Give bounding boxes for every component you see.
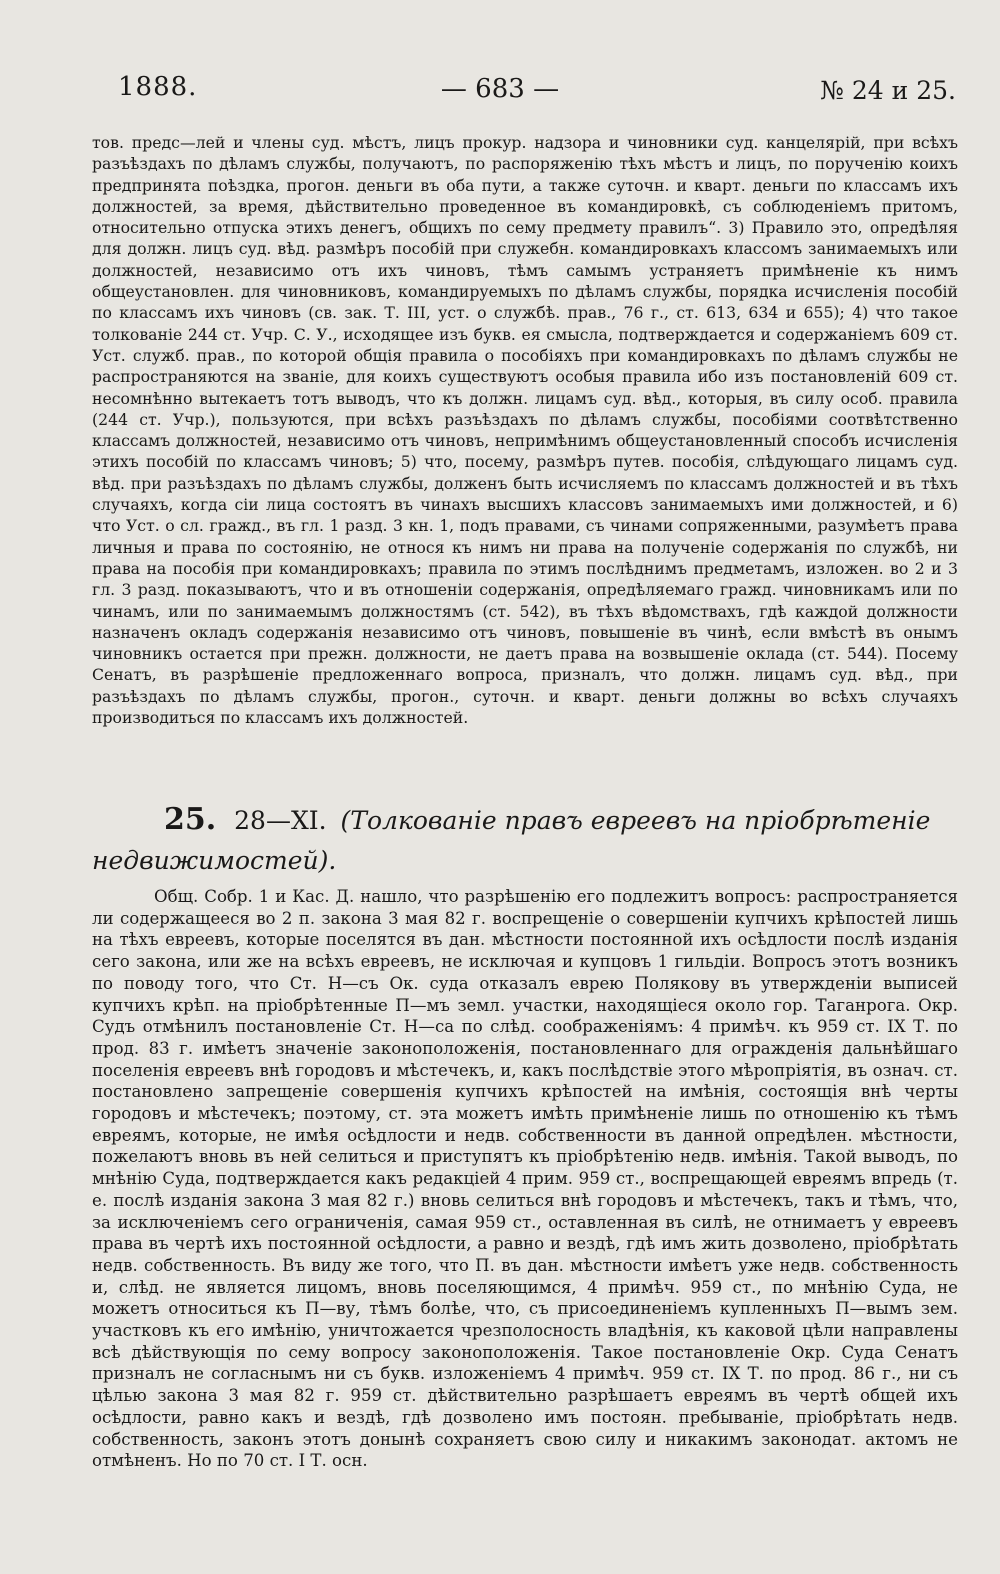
- section-number: 25.: [164, 802, 217, 837]
- page-number: — 683 —: [440, 74, 560, 104]
- body-paragraph-2: Общ. Собр. 1 и Кас. Д. нашло, что разрѣшенію его подлежитъ вопросъ: распространяется ли содержащееся во 2 п. закона 3 мая 82 г. воспрещеніе о совершеніи купчихъ крѣпостей лишь на тѣхъ евреевъ, которые поселятся въ дан. мѣстности постоянной ихъ осѣдлости послѣ изданія сего закона, или же на всѣхъ евреевъ, не исключая и купцовъ 1 гильдіи. Вопросъ этотъ возникъ по поводу того, что Ст. Н—съ Ок. суда отказалъ еврею Полякову въ утвержденіи выписей купчихъ крѣп. на пріобрѣтенные П—мъ земл. участки, находящіеся около гор. Таганрога. Окр. Судъ отмѣнилъ постановленіе Ст. Н—са по слѣд. соображеніямъ: 4 примѣч. къ 959 ст. IX Т. по прод. 83 г. имѣетъ значеніе законоположенія, постановленнаго для огражденія дальнѣйшаго поселенія евреевъ внѣ городовъ и мѣстечекъ, и, какъ послѣдствіе этого мѣропріятія, въ означ. ст. постановлено запрещеніе совершенія купчихъ крѣпостей на имѣнія, состоящія внѣ черты городовъ и мѣстечекъ; поэтому, ст. эта можетъ имѣть примѣненіе лишь по отношенію къ тѣмъ евреямъ, которые, не имѣя осѣдлости и недв. собственности въ данной опредѣлен. мѣстности, пожелаютъ вновь въ ней селиться и приступятъ къ пріобрѣтенію недв. имѣнія. Такой выводъ, по мнѣнію Суда, подтверждается какъ редакціей 4 прим. 959 ст., воспрещающей евреямъ впредь (т. е. послѣ изданія закона 3 мая 82 г.) вновь селиться внѣ городовъ и мѣстечекъ, такъ и тѣмъ, что, за исключеніемъ сего ограниченія, самая 959 ст., оставленная въ силѣ, не отнимаетъ у евреевъ права въ чертѣ ихъ постоянной осѣдлости, а равно и вездѣ, гдѣ имъ жить дозволено, пріобрѣтать недв. собственность. Въ виду же того, что П. въ дан. мѣстности имѣетъ уже недв. собственность и, слѣд. не является лицомъ, вновь поселяющимся, 4 примѣч. 959 ст., по мнѣнію Суда, не можетъ относиться къ П—ву, тѣмъ болѣе, что, съ присоединеніемъ купленныхъ П—вымъ зем. участковъ къ его имѣнію, уничтожается чрезполосность владѣнія, къ каковой цѣли направлены всѣ дѣйствующія по сему вопросу законоположенія. Такое постановленіе Окр. Суда Сенатъ призналъ не согласнымъ ни съ букв. изложеніемъ 4 примѣч. 959 ст. IX Т. по прод. 86 г., ни съ цѣлью закона 3 мая 82 г. 959 ст. дѣйствительно разрѣшаетъ евреямъ въ чертѣ общей ихъ осѣдлости, равно какъ и вездѣ, гдѣ дозволено имъ постоян. пребываніе, пріобрѣтать недв. собственность, законъ этотъ донынѣ сохраняетъ свою силу и никакимъ законодат. актомъ не отмѣненъ. Но по 70 ст. I Т. осн.: [92, 887, 958, 1471]
- section-heading: [92, 800, 958, 881]
- section-title: (Толкованіе правъ евреевъ на пріобрѣтеніе недвижимостей).: [92, 806, 931, 875]
- issue-number: № 24 и 25.: [820, 76, 956, 105]
- page-header: [0, 72, 1000, 122]
- body-paragraph-1: тов. предс—лей и члены суд. мѣстъ, лицъ прокур. надзора и чиновники суд. канцелярій, при всѣхъ разъѣздахъ по дѣламъ службы, получаютъ, по распоряженію тѣхъ мѣстъ и лицъ, по порученію коихъ предпринята поѣздка, прогон. деньги въ оба пути, а также суточн. и кварт. деньги по классамъ ихъ должностей, за время, дѣйствительно проведенное въ командировкѣ, съ соблюденіемъ притомъ, относительно отпуска этихъ денегъ, общихъ по сему предмету правилъ“. 3) Правило это, опредѣляя для должн. лицъ суд. вѣд. размѣръ пособій при служебн. командировкахъ классомъ занимаемыхъ или должностей, независимо отъ ихъ чиновъ, тѣмъ самымъ устраняетъ примѣненіе къ нимъ общеустановлен. для чиновниковъ, командируемыхъ по дѣламъ службы, порядка исчисленія пособій по классамъ ихъ чиновъ (св. зак. Т. III, уст. о службѣ. прав., 76 г., ст. 613, 634 и 655); 4) что такое толкованіе 244 ст. Учр. С. У., исходящее изъ букв. ея смысла, подтверждается и содержаніемъ 609 ст. Уст. служб. прав., по которой общія правила о пособіяхъ при командировкахъ по дѣламъ службы не распространяются на званіе, для коихъ существуютъ особыя правила ибо изъ постановленій 609 ст. несомнѣнно вытекаетъ тотъ выводъ, что къ должн. лицамъ суд. вѣд., которыя, въ силу особ. правила (244 ст. Учр.), пользуются, при всѣхъ разъѣздахъ по дѣламъ службы, пособіями соотвѣтственно классамъ должностей, независимо отъ чиновъ, непримѣнимъ общеустановленный способъ исчисленія этихъ пособій по классамъ чиновъ; 5) что, посему, размѣръ путев. пособія, слѣдующаго лицамъ суд. вѣд. при разъѣздахъ по дѣламъ службы, долженъ быть исчисляемъ по классамъ должностей и въ тѣхъ случаяхъ, когда сіи лица состоятъ въ чинахъ высшихъ классовъ занимаемыхъ ими должностей, и 6) что Уст. о сл. гражд., въ гл. 1 разд. 3 кн. 1, подъ правами, съ чинами сопряженными, разумѣетъ права личныя и права по состоянію, не относя къ нимъ ни права на полученіе содержанія по службѣ, ни права на пособія при командировкахъ; правила по этимъ послѣднимъ предметамъ, изложен. во 2 и 3 гл. 3 разд. показываютъ, что и въ отношеніи содержанія, опредѣляемаго гражд. чиновникамъ или по чинамъ, или по занимаемымъ должностямъ (ст. 542), въ тѣхъ вѣдомствахъ, гдѣ каждой должности назначенъ окладъ содержанія независимо отъ чиновъ, повышеніе въ чинѣ, если вмѣстѣ въ онымъ чиновникъ остается при прежн. должности, не даетъ права на возвышеніе оклада (ст. 544). Посему Сенатъ, въ разрѣшеніе предложеннаго вопроса, призналъ, что должн. лицамъ суд. вѣд., при разъѣздахъ по дѣламъ службы, прогон., суточн. и кварт. деньги должны во всѣхъ случаяхъ производиться по классамъ ихъ должностей.: [92, 133, 958, 728]
- header-year: 1888.: [118, 72, 198, 102]
- section-date: 28—XI.: [234, 806, 327, 835]
